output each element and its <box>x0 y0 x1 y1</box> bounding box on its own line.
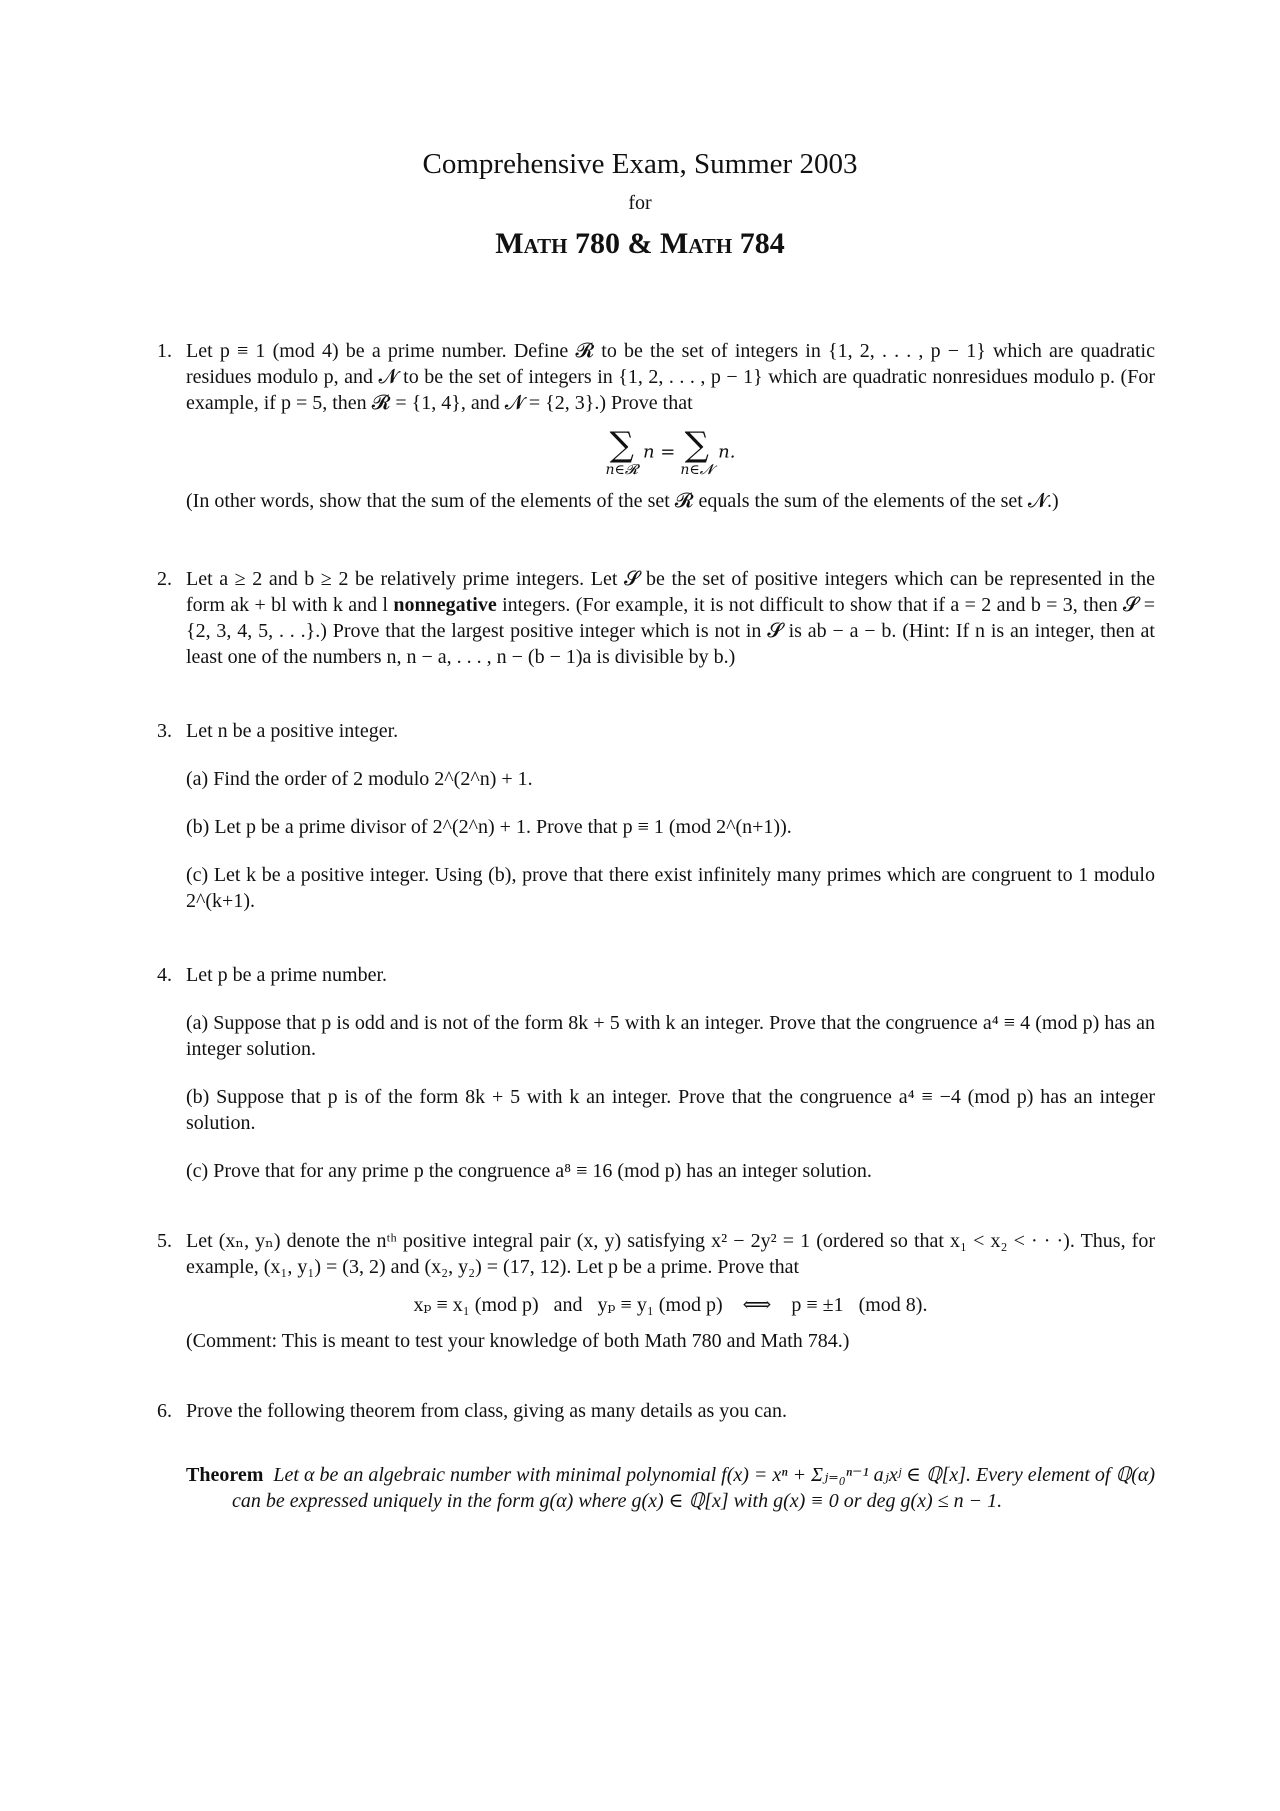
display-equation: xₚ ≡ x₁ (mod p) and yₚ ≡ y₁ (mod p) ⟺ p ≡ ±1 (mod 8). <box>413 1294 928 1316</box>
display-equation <box>186 425 1155 478</box>
problem-note: (Comment: This is meant to test your knowledge of both Math 780 and Math 784.) <box>186 1330 850 1352</box>
problem-number: 6. <box>157 1400 172 1422</box>
sum-right-term: n. <box>718 441 736 463</box>
problem-6 <box>157 1398 1155 1424</box>
problem-text-b: integers. (For example, it is not difficult to show that if a = 2 and b = 3, then 𝓢 = {2, 3, 4, 5, . . .}.) Prove that the largest positive integer which is not in 𝓢 is ab − a − b. (Hint: If n is an integer, then at least one of the numbers n, n − a, . . . , n − (b − 1)a is divisible by b.) <box>186 594 1156 668</box>
problem-number: 4. <box>157 964 172 986</box>
problem-4 <box>157 962 1155 1184</box>
sum-left-index: n∈𝓡 <box>605 462 638 478</box>
problem-2 <box>157 566 1155 670</box>
problem-note: (In other words, show that the sum of the elements of the set 𝓡 equals the sum of the elements of the set 𝓝.) <box>186 490 1059 512</box>
problem-text: Let p ≡ 1 (mod 4) be a prime number. Define 𝓡 to be the set of integers in {1, 2, . . . , p − 1} which are quadratic residues modulo p, and 𝓝 to be the set of integers in {1, 2, . . . , p − 1} which are quadratic nonresidues modulo p. (For example, if p = 5, then 𝓡 = {1, 4}, and 𝓝 = {2, 3}.) Prove that <box>186 340 1155 414</box>
sum-left: ∑ n∈𝓡 <box>605 425 638 478</box>
problem-text: Let (xₙ, yₙ) denote the nᵗʰ positive integral pair (x, y) satisfying x² − 2y² = 1 (ordered so that x₁ < x₂ < · · ·). Thus, for example, (x₁, y₁) = (3, 2) and (x₂, y₂) = (17, 12). Let p be a prime. Prove that <box>186 1230 1155 1278</box>
sum-right: ∑ n∈𝓝 <box>680 425 714 478</box>
exam-header <box>0 146 1280 262</box>
sum-left-term: n = <box>642 441 676 463</box>
theorem-text <box>186 1462 1155 1514</box>
problem-text: Prove the following theorem from class, giving as many details as you can. <box>186 1400 787 1422</box>
theorem-label: Theorem <box>186 1464 264 1486</box>
part-c: (c) Let k be a positive integer. Using (b), prove that there exist infinitely many primes which are congruent to 1 modulo 2^(k+1). <box>186 864 1155 912</box>
exam-for: for <box>628 192 652 214</box>
problem-3 <box>157 718 1155 914</box>
problem-text: Let n be a positive integer. <box>186 720 399 742</box>
problem-5 <box>157 1228 1155 1354</box>
part-b: (b) Let p be a prime divisor of 2^(2^n) + 1. Prove that p ≡ 1 (mod 2^(n+1)). <box>186 816 792 838</box>
theorem-body: Let α be an algebraic number with minimal polynomial f(x) = xⁿ + Σⱼ₌₀ⁿ⁻¹ aⱼxʲ ∈ ℚ[x]. Every element of ℚ(α) can be expressed uniquely in the form g(α) where g(x) ∈ ℚ[x] with g(x) ≡ 0 or deg g(x) ≤ n − 1. <box>232 1464 1156 1512</box>
exam-title: Comprehensive Exam, Summer 2003 <box>422 148 858 180</box>
problem-number: 2. <box>157 568 172 590</box>
problem-list <box>157 338 1155 1514</box>
part-a: (a) Suppose that p is odd and is not of the form 8k + 5 with k an integer. Prove that the congruence a⁴ ≡ 4 (mod p) has an integer solution. <box>186 1012 1155 1060</box>
course-title: Math 780 & Math 784 <box>495 227 785 260</box>
problem-text: Let p be a prime number. <box>186 964 388 986</box>
part-c: (c) Prove that for any prime p the congruence a⁸ ≡ 16 (mod p) has an integer solution. <box>186 1160 872 1182</box>
problem-number: 3. <box>157 720 172 742</box>
theorem-block <box>157 1462 1155 1514</box>
sum-right-index: n∈𝓝 <box>680 462 714 478</box>
part-a: (a) Find the order of 2 modulo 2^(2^n) + 1. <box>186 768 533 790</box>
bold-word: nonnegative <box>393 594 497 616</box>
problem-number: 5. <box>157 1230 172 1252</box>
problem-number: 1. <box>157 340 172 362</box>
problem-text <box>186 566 1155 670</box>
problem-text-a: Let a ≥ 2 and b ≥ 2 be relatively prime integers. Let 𝓢 be the set of positive integers which can be represented in the form ak + bl with k and l <box>186 568 1155 616</box>
part-b: (b) Suppose that p is of the form 8k + 5 with k an integer. Prove that the congruence a⁴ ≡ −4 (mod p) has an integer solution. <box>186 1086 1155 1134</box>
problem-1 <box>157 338 1155 514</box>
